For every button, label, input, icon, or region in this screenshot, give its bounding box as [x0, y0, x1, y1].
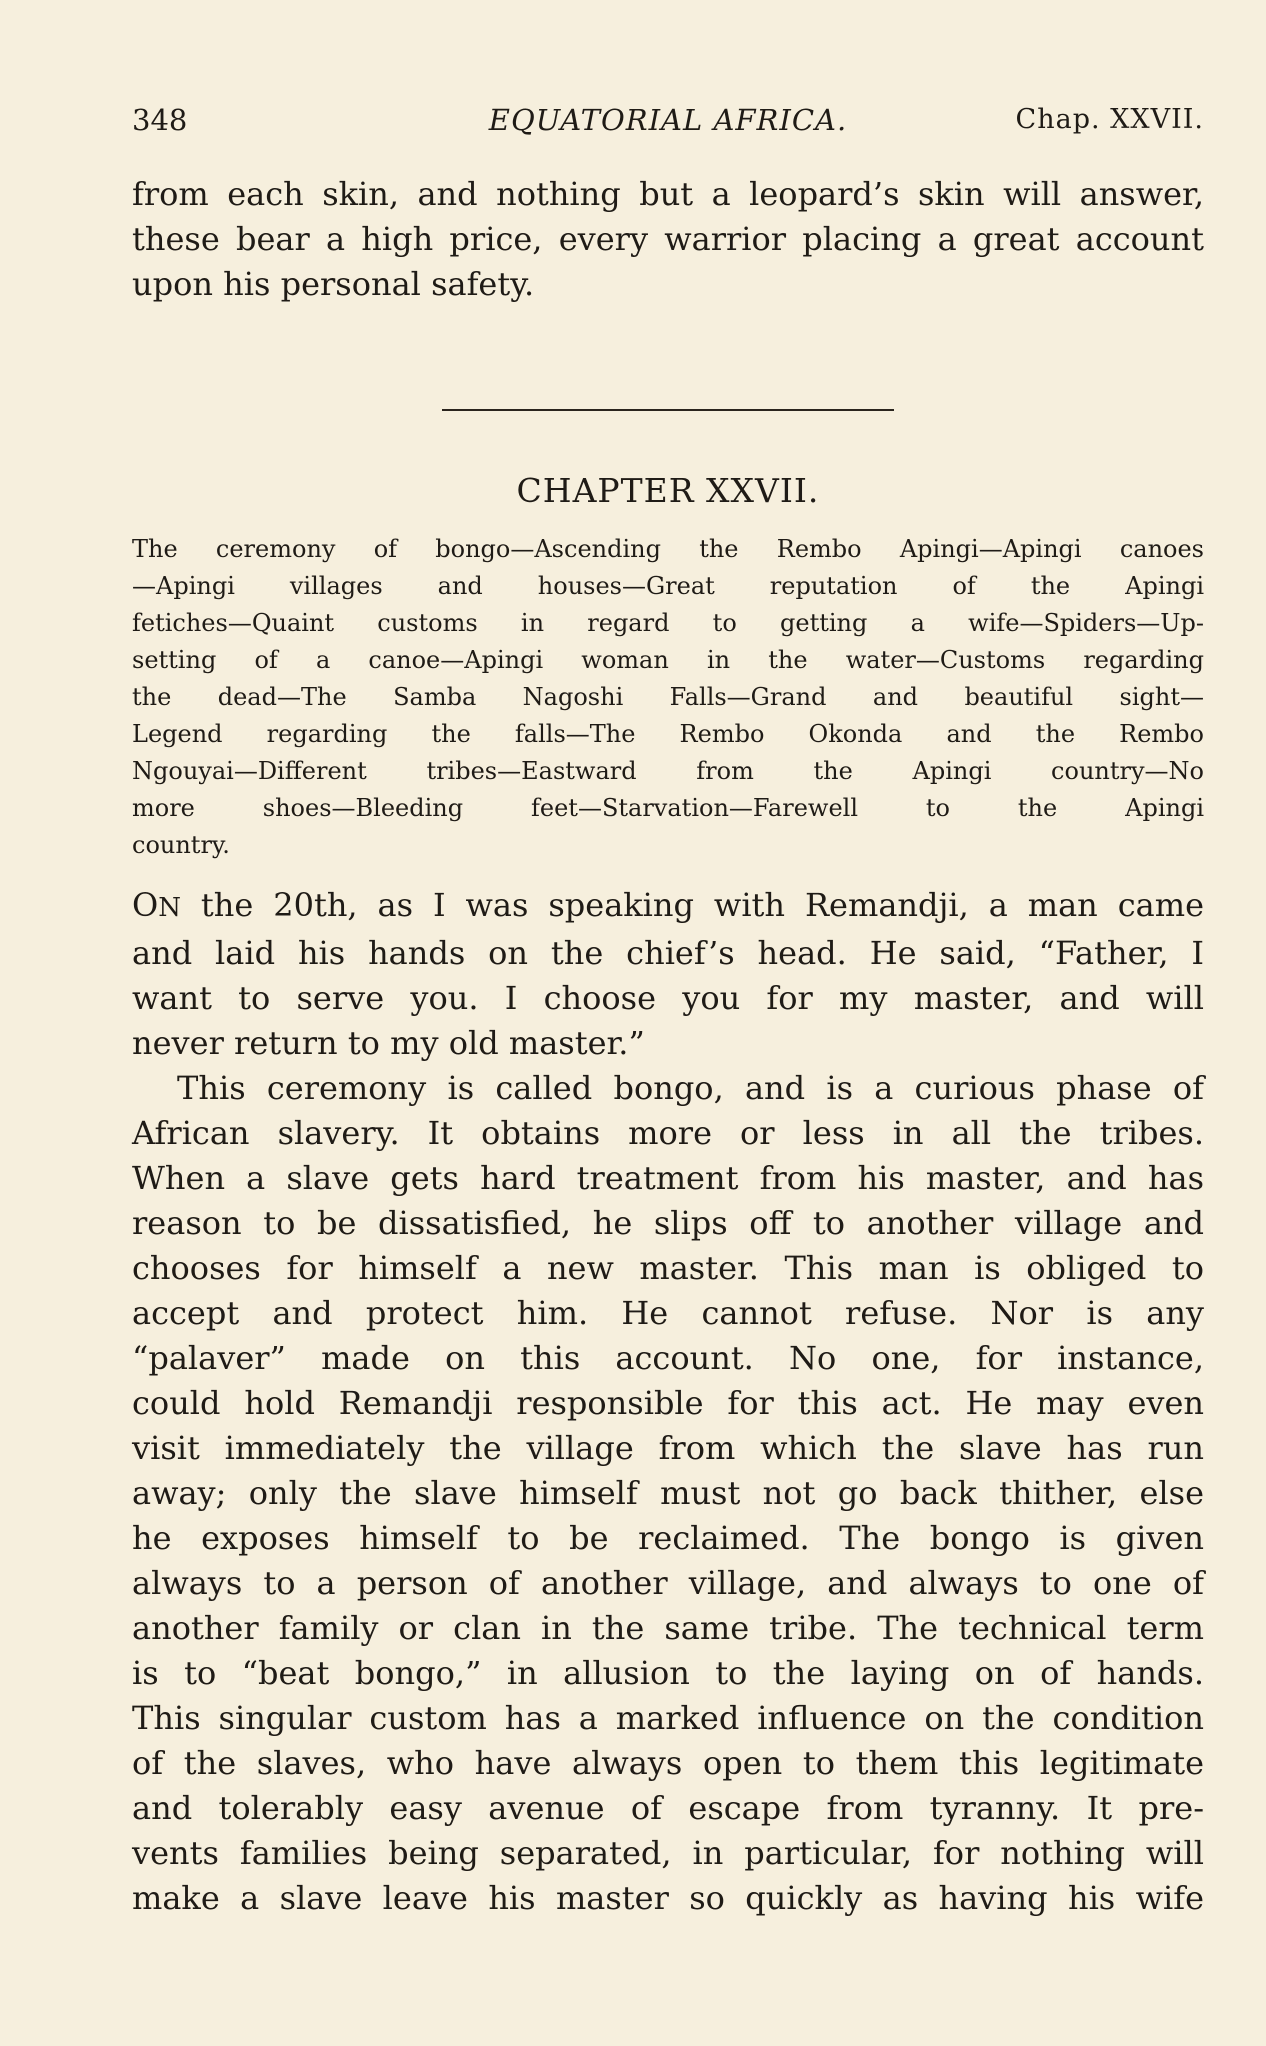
synopsis-line: country.	[132, 831, 230, 859]
synopsis-line: setting of a canoe—Apingi woman in the water—Customs regarding	[132, 646, 1204, 674]
text-line: want to serve you. I choose you for my master, and will	[132, 979, 1204, 1017]
text-line: is to “beat bongo,” in allusion to the laying on of hands.	[132, 1654, 1204, 1692]
text-line: away; only the slave himself must not go back thither, else	[132, 1474, 1204, 1512]
text-line: from each skin, and nothing but a leopard’s skin will answer,	[132, 175, 1204, 213]
synopsis-line: Legend regarding the falls—The Rembo Okonda and the Rembo	[132, 720, 1204, 748]
text-line: could hold Remandji responsible for this act. He may even	[132, 1384, 1204, 1422]
paragraph-1	[132, 883, 1204, 1066]
running-header	[132, 96, 1204, 144]
page-number: 348	[132, 103, 188, 137]
text-line: reason to be dissatisfied, he slips off to another village and	[132, 1204, 1204, 1242]
chapter-reference: Chap. XXVII.	[1015, 104, 1204, 135]
text-line: make a slave leave his master so quickly as having his wife	[132, 1879, 1204, 1917]
text-line: another family or clan in the same tribe. The technical term	[132, 1609, 1204, 1647]
text-line: African slavery. It obtains more or less in all the tribes.	[132, 1114, 1204, 1152]
synopsis-line: more shoes—Bleeding feet—Starvation—Farewell to the Apingi	[132, 794, 1204, 822]
synopsis-line: Ngouyai—Different tribes—Eastward from the Apingi country—No	[132, 757, 1204, 785]
text-line: vents families being separated, in particular, for nothing will	[132, 1834, 1204, 1872]
line-text: the 20th, as I was speaking with Remandji, a man came	[180, 886, 1204, 924]
synopsis-line: fetiches—Quaint customs in regard to getting a wife—Spiders—Up-	[132, 609, 1204, 637]
opening-initial: O	[132, 886, 159, 924]
text-line: “palaver” made on this account. No one, for instance,	[132, 1339, 1204, 1377]
text-line: upon his personal safety.	[132, 265, 535, 303]
text-line: and tolerably easy avenue of escape from tyranny. It pre-	[132, 1789, 1204, 1827]
synopsis-line: the dead—The Samba Nagoshi Falls—Grand and beautiful sight—	[132, 683, 1204, 711]
text-line: he exposes himself to be reclaimed. The bongo is given	[132, 1519, 1204, 1557]
text-line: and laid his hands on the chief’s head. He said, “Father, I	[132, 934, 1204, 972]
text-line: When a slave gets hard treatment from his master, and has	[132, 1159, 1204, 1197]
paragraph-2	[132, 1066, 1204, 1921]
chapter-synopsis	[132, 531, 1204, 864]
synopsis-line: The ceremony of bongo—Ascending the Rembo Apingi—Apingi canoes	[132, 535, 1204, 563]
section-divider	[442, 409, 894, 411]
text-line: never return to my old master.”	[132, 1024, 645, 1062]
text-line: This ceremony is called bongo, and is a curious phase of	[177, 1069, 1204, 1107]
text-line	[132, 883, 1204, 931]
synopsis-line: —Apingi villages and houses—Great reputation of the Apingi	[132, 572, 1204, 600]
book-title: EQUATORIAL AFRICA.	[488, 103, 848, 137]
text-line: chooses for himself a new master. This man is obliged to	[132, 1249, 1204, 1287]
opening-paragraph	[132, 172, 1204, 307]
text-line: of the slaves, who have always open to them this legitimate	[132, 1744, 1204, 1782]
opening-word-rest: N	[158, 893, 181, 923]
text-line: visit immediately the village from which the slave has run	[132, 1429, 1204, 1467]
text-line: these bear a high price, every warrior placing a great account	[132, 220, 1204, 258]
text-line: accept and protect him. He cannot refuse. Nor is any	[132, 1294, 1204, 1332]
chapter-heading: CHAPTER XXVII.	[516, 471, 820, 510]
opening-word	[132, 886, 181, 924]
text-line: always to a person of another village, and always to one of	[132, 1564, 1204, 1602]
book-page	[132, 96, 1204, 1921]
text-line: This singular custom has a marked influence on the condition	[132, 1699, 1204, 1737]
